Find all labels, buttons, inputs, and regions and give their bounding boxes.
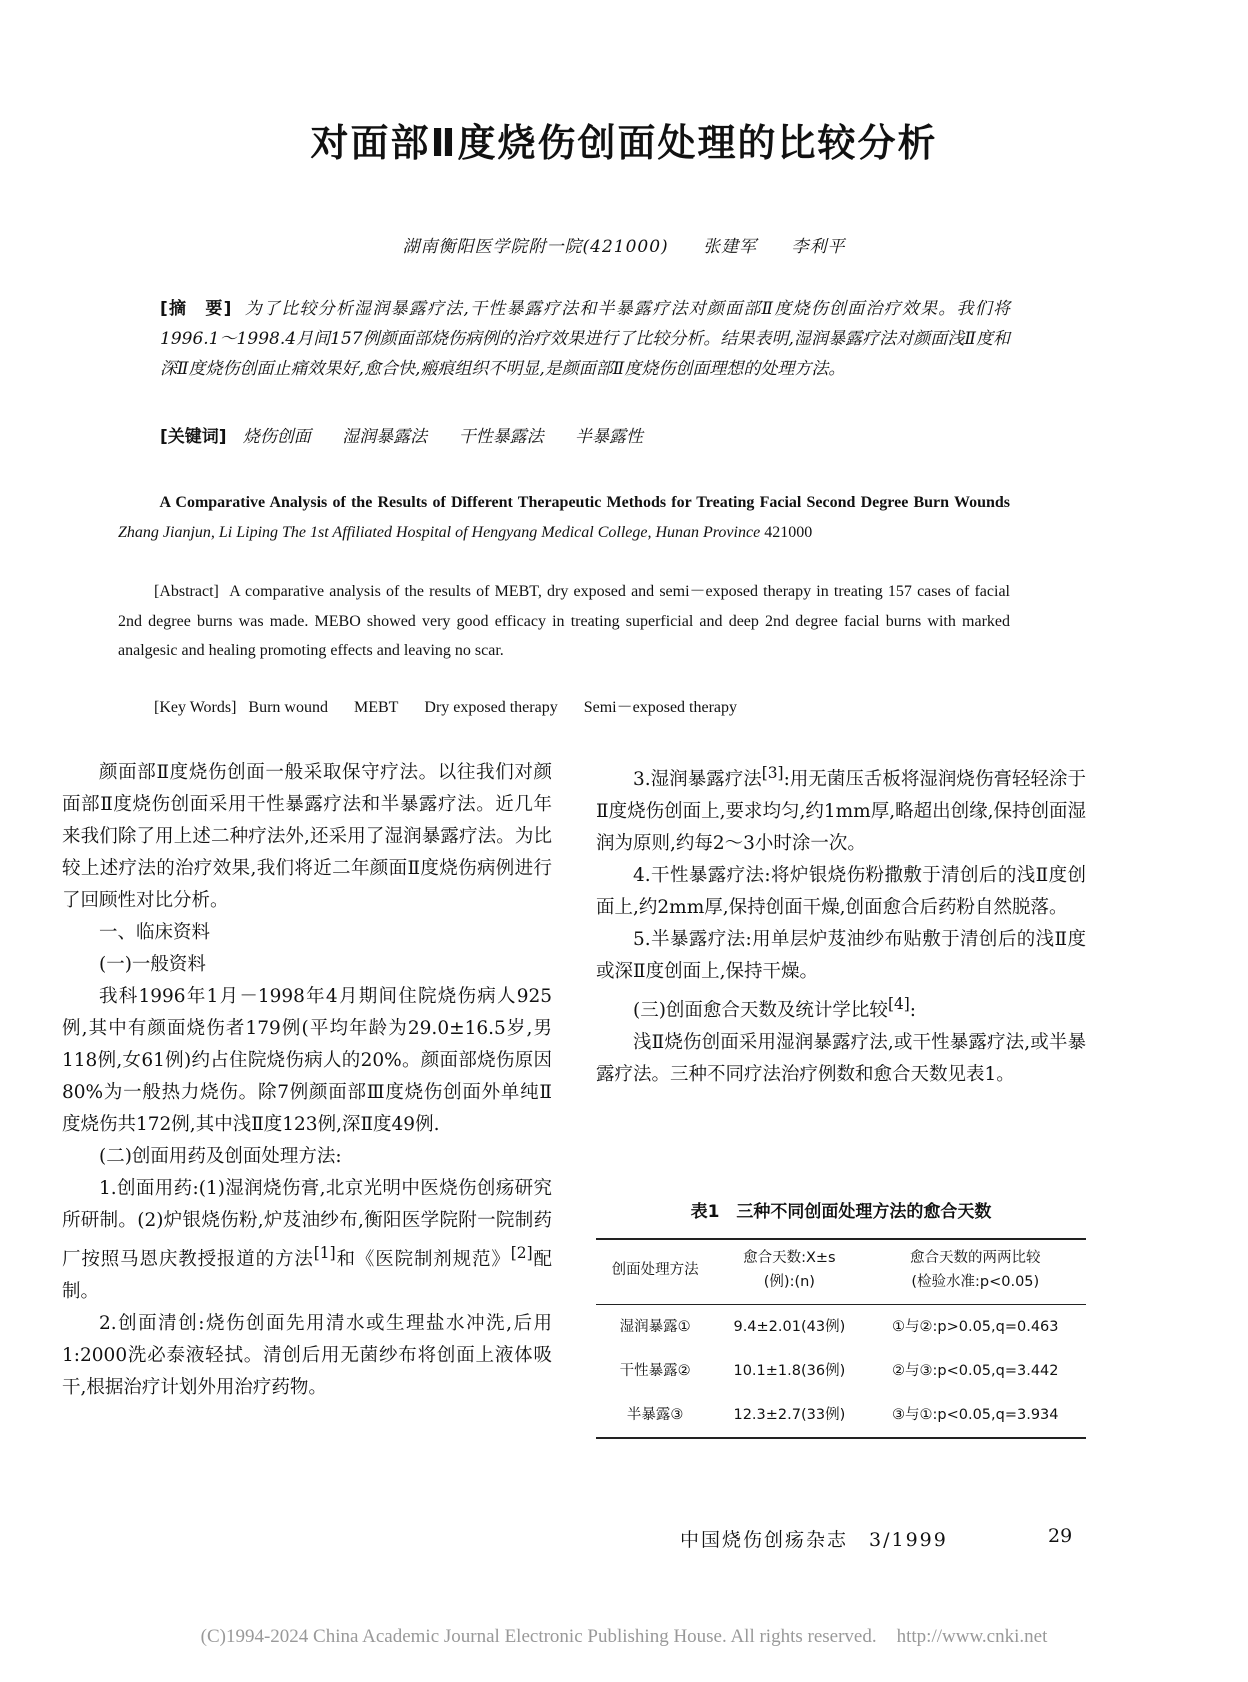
text-run: 1.创面用药:(1)湿润烧伤膏,北京光明中医烧伤创疡研究所研制。(2)炉银烧伤粉,炉芨油纱布,衡阳医学院附一院制药厂按照马恩庆教授报道的方法: [62, 1178, 552, 1271]
institution: 湖南衡阳医学院附一院(421000): [402, 237, 669, 257]
body-paragraph: 颜面部Ⅱ度烧伤创面一般采取保守疗法。以往我们对颜面部Ⅱ度烧伤创面采用干性暴露疗法和半暴露疗法。近几年来我们除了用上述二种疗法外,还采用了湿润暴露疗法。为比较上述疗法的治疗效果,我们将近二年颜面Ⅱ度烧伤病例进行了回顾性对比分析。: [62, 762, 552, 911]
english-keywords: [154, 694, 759, 717]
citation: [4]: [887, 995, 910, 1014]
affiliation-line: [0, 232, 1248, 257]
abstract-text: 为了比较分析湿润暴露疗法,干性暴露疗法和半暴露疗法对颜面部Ⅱ度烧伤创面治疗效果。我们将1996.1～1998.4月间157例颜面部烧伤病例的治疗效果进行了比较分析。结果表明,湿润暴露疗法对颜面浅Ⅱ度和深Ⅱ度烧伤创面止痛效果好,愈合快,瘢痕组织不明显,是颜面部Ⅱ度烧伤创面理想的处理方法。: [160, 299, 1010, 379]
table-header-row: [596, 1239, 1086, 1305]
author-2: 李利平: [791, 237, 846, 257]
english-affiliation: The 1st Affiliated Hospital of Hengyang Medical College, Hunan Province: [282, 524, 761, 541]
table-row: [596, 1349, 1086, 1393]
paper-title: 对面部Ⅱ度烧伤创面处理的比较分析: [310, 121, 938, 165]
table-cell: ③与①:p<0.05,q=3.934: [892, 1407, 1059, 1423]
copyright-line: [0, 1626, 1248, 1648]
journal-footer: 中国烧伤创疡杂志 3/1999: [680, 1529, 948, 1551]
author-1: 张建军: [703, 237, 758, 257]
english-keyword: MEBT: [353, 699, 399, 716]
text-run: (三)创面愈合天数及统计学比较: [633, 1000, 888, 1022]
english-keywords-tag: [Key Words]: [154, 699, 237, 716]
english-keyword: Semi－exposed therapy: [583, 699, 738, 716]
body-paragraph: [62, 1173, 552, 1308]
body-paragraph: 2.创面清创:烧伤创面先用清水或生理盐水冲洗,后用1:2000洗必泰液轻拭。清创后用无菌纱布将创面上液体吸干,根据治疗计划外用治疗药物。: [62, 1313, 552, 1399]
column-header: 创面处理方法: [596, 1239, 714, 1305]
english-abstract-tag: [Abstract]: [154, 583, 219, 600]
abstract-tag: [摘 要]: [160, 299, 232, 319]
english-title: A Comparative Analysis of the Results of Different Therapeutic Methods for Treating Facial Second Degree Burn Wounds: [159, 494, 1010, 511]
header-line: 愈合天数的两两比较: [910, 1250, 1041, 1266]
english-abstract: [118, 577, 1010, 666]
english-header: [118, 488, 1010, 548]
table-cell: 12.3±2.7(33例): [733, 1407, 846, 1423]
table-cell: 半暴露③: [626, 1407, 684, 1423]
body-paragraph: [596, 757, 1086, 860]
english-keyword: Burn wound: [248, 699, 328, 716]
english-keyword: Dry exposed therapy: [424, 699, 558, 716]
chinese-abstract: [160, 294, 1010, 384]
text-run: 配制。: [62, 1249, 552, 1303]
table-row: [596, 1305, 1086, 1350]
healing-days-table: [596, 1238, 1086, 1439]
table-cell: 9.4±2.01(43例): [733, 1319, 846, 1335]
body-paragraph: 浅Ⅱ烧伤创面采用湿润暴露疗法,或干性暴露疗法,或半暴露疗法。三种不同疗法治疗例数和愈合天数见表1。: [596, 1032, 1086, 1086]
column-header: [865, 1239, 1086, 1305]
body-paragraph: 我科1996年1月－1998年4月期间住院烧伤病人925例,其中有颜面烧伤者179例(平均年龄为29.0±16.5岁,男118例,女61例)约占住院烧伤病人的20%。颜面部烧伤原因80%为一般热力烧伤。除7例颜面部Ⅲ度烧伤创面外单纯Ⅱ度烧伤共172例,其中浅Ⅱ度123例,深Ⅱ度49例.: [62, 986, 552, 1135]
text-run: :用无菌压舌板将湿润烧伤膏轻轻涂于Ⅱ度烧伤创面上,要求均匀,约1mm厚,略超出创缘,保持创面湿润为原则,约每2～3小时涂一次。: [596, 769, 1087, 855]
header-line: (例):(n): [763, 1274, 815, 1290]
table-cell: 湿润暴露①: [619, 1319, 691, 1335]
page-number: 29: [1048, 1525, 1073, 1547]
header-line: (检验水准:p<0.05): [911, 1274, 1040, 1290]
subsection-heading: (二)创面用药及创面处理方法:: [99, 1146, 342, 1167]
english-authors: Zhang Jianjun, Li Liping: [118, 524, 279, 541]
chinese-keywords: [160, 422, 669, 447]
body-paragraph: 5.半暴露疗法:用单层炉芨油纱布贴敷于清创后的浅Ⅱ度或深Ⅱ度创面上,保持干燥。: [596, 929, 1086, 983]
keyword: 干性暴露法: [458, 427, 544, 447]
text-run: :: [909, 1000, 916, 1022]
english-zip: 421000: [764, 524, 813, 541]
keyword: 半暴露性: [574, 427, 643, 447]
table-cell: ②与③:p<0.05,q=3.442: [892, 1363, 1059, 1379]
citation: [2]: [510, 1244, 533, 1262]
citation: [1]: [313, 1244, 336, 1262]
left-column: [62, 757, 552, 1404]
table-cell: 10.1±1.8(36例): [733, 1363, 846, 1379]
header-line: 愈合天数:X±s: [743, 1250, 836, 1266]
subsection-heading: (一)一般资料: [99, 954, 206, 975]
text-run: 3.湿润暴露疗法: [633, 769, 762, 791]
copyright-text: (C)1994-2024 China Academic Journal Electronic Publishing House. All rights reserved.: [200, 1626, 877, 1647]
table-cell: 干性暴露②: [619, 1363, 691, 1379]
cnki-link[interactable]: http://www.cnki.net: [896, 1626, 1048, 1647]
english-abstract-text: A comparative analysis of the results of MEBT, dry exposed and semi－exposed therapy in treating 157 cases of facial 2nd degree burns was made. MEBO showed very good efficacy in treating superficial and deep 2nd degree facial burns with marked analgesic and healing promoting effects and leaving no scar.: [118, 583, 1010, 659]
table-cell: ①与②:p>0.05,q=0.463: [892, 1319, 1059, 1335]
right-column: [596, 757, 1086, 1091]
keyword: 湿润暴露法: [342, 427, 428, 447]
keywords-tag: [关键词]: [160, 427, 227, 447]
citation: [3]: [761, 764, 784, 782]
body-paragraph: 4.干性暴露疗法:将炉银烧伤粉撒敷于清创后的浅Ⅱ度创面上,约2mm厚,保持创面干燥,创面愈合后药粉自然脱落。: [596, 865, 1086, 919]
table-row: [596, 1393, 1086, 1438]
section-heading: 一、临床资料: [99, 922, 211, 943]
keyword: 烧伤创面: [242, 427, 311, 447]
column-header: [714, 1239, 864, 1305]
table-caption: 表1 三种不同创面处理方法的愈合天数: [690, 1202, 992, 1222]
subsection-heading: [596, 988, 1086, 1027]
text-run: 和《医院制剂规范》: [335, 1249, 511, 1271]
